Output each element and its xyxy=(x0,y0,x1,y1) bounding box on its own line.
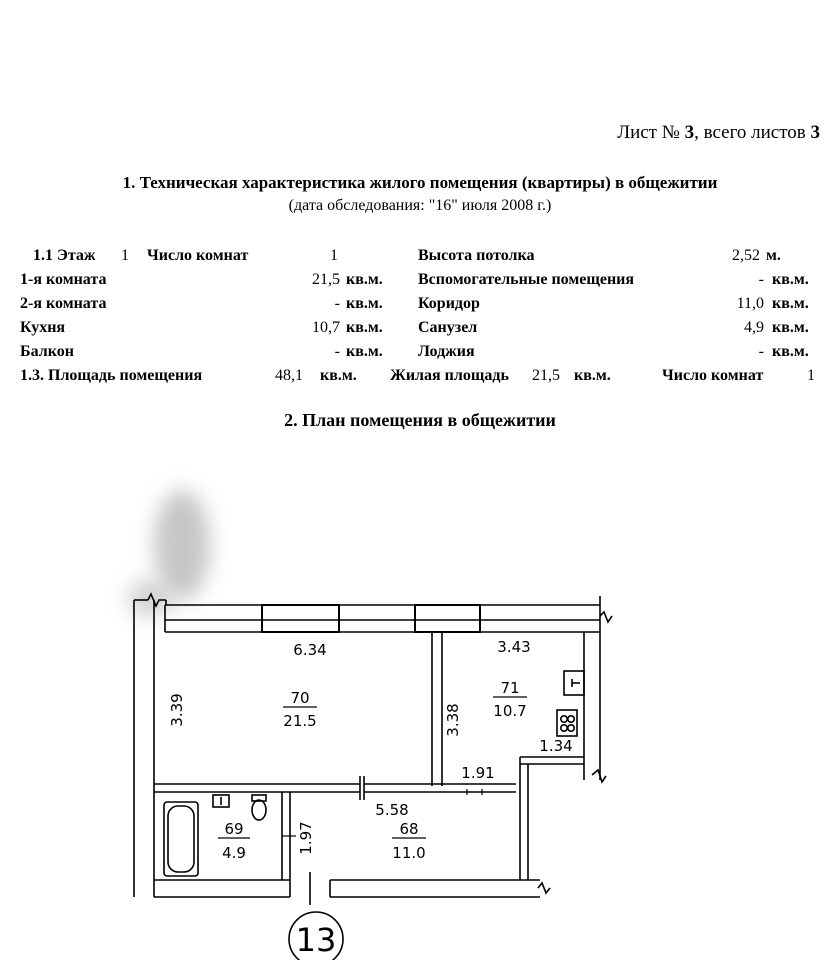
bath-depth: 1.97 xyxy=(297,821,315,855)
ceiling-value: 2,52 xyxy=(732,247,760,264)
room1-label: 1-я комната xyxy=(20,271,107,288)
kitchen-width: 3.43 xyxy=(497,638,531,656)
ceiling-unit: м. xyxy=(766,247,781,264)
apartment-number: 13 xyxy=(295,921,337,959)
total-area-value: 48,1 xyxy=(275,367,303,384)
interior-walls xyxy=(154,632,584,880)
corridor-label: Коридор xyxy=(418,295,480,312)
bathroom-label: Санузел xyxy=(418,319,478,336)
kitchen-sink-icon xyxy=(564,671,584,695)
survey-date: (дата обследования: "16" июля 2008 г.) xyxy=(288,197,552,214)
left-wall xyxy=(134,594,166,897)
kitchen-value: 10,7 xyxy=(312,319,340,336)
corridor-number: 68 xyxy=(399,820,419,838)
aux-value: - xyxy=(758,271,764,288)
total-area-label: 1.3. Площадь помещения xyxy=(20,367,203,384)
stove-icon xyxy=(557,710,577,736)
loggia-unit: кв.м. xyxy=(772,343,809,360)
bath-number: 69 xyxy=(224,820,244,838)
sheet-total: 3 xyxy=(810,122,820,143)
rooms-count-label: Число комнат xyxy=(662,367,764,384)
section2-title: 2. План помещения в общежитии xyxy=(284,410,556,430)
living-width: 6.34 xyxy=(293,641,327,659)
living-room-area: 21.5 xyxy=(283,712,317,730)
loggia-value: - xyxy=(758,343,764,360)
living-area-label: Жилая площадь xyxy=(390,367,509,384)
scan-smudge xyxy=(128,490,210,616)
kitchen-niche: 1.34 xyxy=(539,737,573,755)
corridor-passage: 1.91 xyxy=(461,764,495,782)
sheet-current: 3 xyxy=(684,122,695,143)
bottom-wall xyxy=(154,872,550,905)
room2-unit: кв.м. xyxy=(346,295,383,312)
corridor-value: 11,0 xyxy=(736,295,764,312)
bathtub-icon xyxy=(164,802,198,876)
corridor-unit: кв.м. xyxy=(772,295,809,312)
total-area-unit: кв.м. xyxy=(320,367,357,384)
living-area-value: 21,5 xyxy=(532,367,560,384)
loggia-label: Лоджия xyxy=(418,343,475,360)
rooms-count-value: 1 xyxy=(807,367,815,384)
ceiling-label: Высота потолка xyxy=(418,247,535,264)
sink-icon xyxy=(213,795,229,807)
room2-value: - xyxy=(334,295,340,312)
rooms-value: 1 xyxy=(330,247,338,264)
living-room-number: 70 xyxy=(290,689,310,707)
aux-unit: кв.м. xyxy=(772,271,809,288)
living-area-unit: кв.м. xyxy=(574,367,611,384)
floor-label: 1.1 Этаж xyxy=(33,247,96,264)
toilet-icon xyxy=(252,795,266,820)
corridor-width: 5.58 xyxy=(375,801,409,819)
kitchen-depth: 3.38 xyxy=(444,703,462,737)
corridor-area: 11.0 xyxy=(392,844,426,862)
bathroom-unit: кв.м. xyxy=(772,319,809,336)
kitchen-number: 71 xyxy=(500,679,520,697)
section1-title: 1. Техническая характеристика жилого помещения (квартиры) в общежитии xyxy=(122,173,718,192)
bathroom-value: 4,9 xyxy=(744,319,764,336)
aux-label: Вспомогательные помещения xyxy=(418,271,635,288)
living-depth: 3.39 xyxy=(168,693,186,727)
balcony-unit: кв.м. xyxy=(346,343,383,360)
rooms-label: Число комнат xyxy=(147,247,249,264)
top-wall xyxy=(165,596,612,636)
floor-value: 1 xyxy=(121,247,129,264)
balcony-label: Балкон xyxy=(20,343,74,360)
right-wall xyxy=(584,632,606,782)
balcony-value: - xyxy=(334,343,340,360)
sheet-middle: , всего листов xyxy=(694,122,806,143)
room1-value: 21,5 xyxy=(312,271,340,288)
room2-label: 2-я комната xyxy=(20,295,107,312)
kitchen-unit: кв.м. xyxy=(346,319,383,336)
bath-area: 4.9 xyxy=(222,844,246,862)
kitchen-area: 10.7 xyxy=(493,702,527,720)
sheet-prefix: Лист № xyxy=(617,122,680,143)
kitchen-label: Кухня xyxy=(20,319,66,336)
room1-unit: кв.м. xyxy=(346,271,383,288)
